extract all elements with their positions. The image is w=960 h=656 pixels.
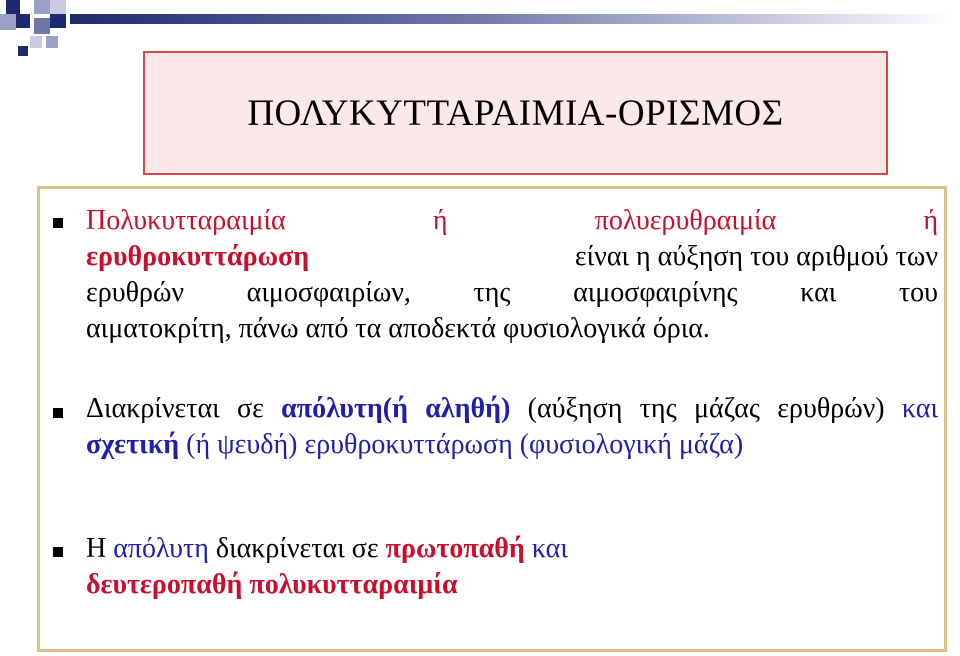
term-absolute: απόλυτη [113,533,209,564]
slide-title: ΠΟΛΥΚΥΤΤΑΡΑΙΜΙΑ-ΟΡΙΣΜΟΣ [247,92,784,134]
definition-line-3: ερυθρών αιμοσφαιρίων, της αιμοσφαιρίνης και του [86,277,938,308]
term-absolute-true: απόλυτη(ή αληθή) [281,393,511,424]
classification-relative-desc: (ή ψευδή) ερυθροκυττάρωση (φυσιολογική μάζα) [179,429,744,460]
content-box [37,186,947,652]
term-or-1: ή [432,205,448,236]
top-decorative-bar [70,14,954,24]
term-polyerythremia: πολυερυθραιμία [594,205,777,236]
term-or-2: ή [923,205,938,236]
term-relative: σχετική [86,429,180,460]
title-box [143,51,888,175]
definition-line-4: αιματοκρίτη, πάνω από τα αποδεκτά φυσιολογικά όρια. [86,313,710,344]
classification-absolute-desc: (αύξηση της μάζας ερυθρών) [510,393,902,424]
bullet-square-icon [53,218,63,228]
term-secondary-polycythemia: δευτεροπαθή πολυκυτταραιμία [86,569,458,600]
term-polycythemia: Πολυκυτταραιμία [86,205,286,236]
subtypes-intro: Η [86,533,114,564]
definition-line-1 [86,203,938,239]
term-erythrocytosis: ερυθροκυττάρωση [86,241,310,272]
bullet-definition-text [86,203,938,347]
bullet-square-icon [53,547,63,557]
definition-line-2 [86,239,938,275]
classification-intro: Διακρίνεται σε [86,393,282,424]
subtypes-verb: διακρίνεται σε [208,533,386,564]
bullet-classification-text [86,391,938,463]
bullet-square-icon [53,408,63,418]
bullet-subtypes-text [86,531,938,603]
definition-text-2: είναι η αύξηση του αριθμού των [574,241,938,272]
term-primary: πρωτοπαθή [385,533,525,564]
classification-and: και [901,393,938,424]
subtypes-and: και [524,533,568,564]
